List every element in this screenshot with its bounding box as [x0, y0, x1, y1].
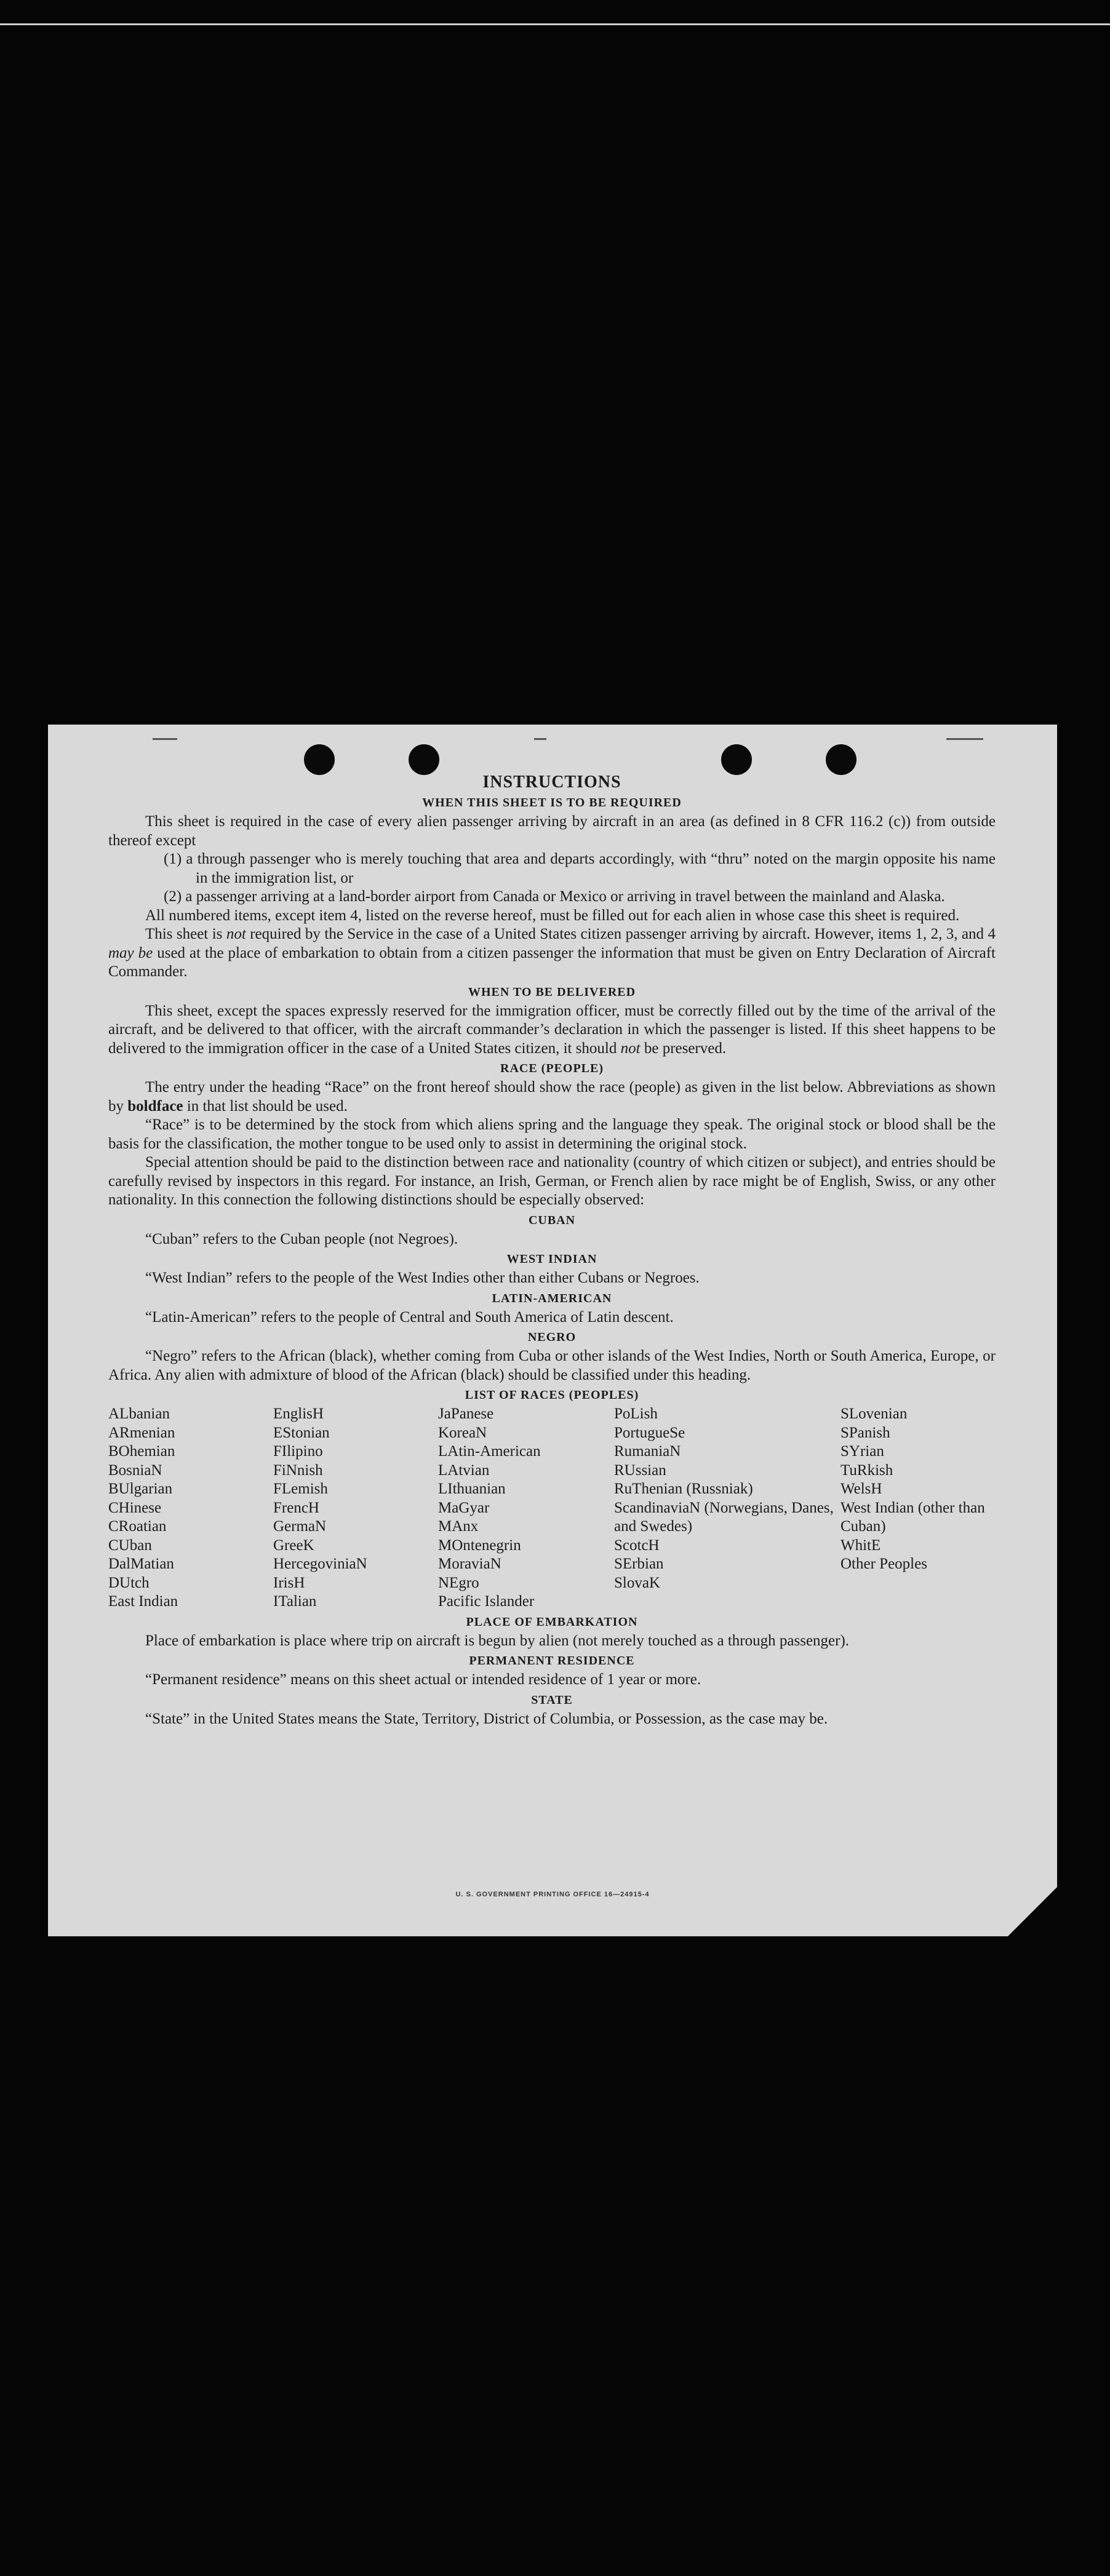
scan-mark	[946, 738, 983, 740]
heading-when-required: WHEN THIS SHEET IS TO BE REQUIRED	[422, 796, 682, 809]
paragraph: This sheet is required in the case of every alien passenger arriving by aircraft in an area (as defined in 8 CFR 116.2 (c)) from outside thereof except	[108, 813, 996, 849]
document-title: INSTRUCTIONS	[482, 773, 621, 792]
scan-mark	[153, 738, 177, 740]
paragraph: This sheet, except the spaces expressly reserved for the immigration officer, must be correctly filled out by the time of the arrival of the aircraft, and be delivered to that officer, with the aircraft commander’s declaration in which the passenger is listed. If this sheet happens to be delivered to the immigration officer in the case of a United States citizen, it should not be preserved.	[108, 1002, 996, 1057]
scan-mark	[534, 738, 546, 740]
race-entry: LIthuanian	[438, 1481, 506, 1497]
race-entry: FrencH	[273, 1499, 319, 1516]
races-column	[840, 1405, 1000, 1612]
race-entry: ScotcH	[614, 1536, 660, 1554]
race-entry: GreeK	[273, 1536, 314, 1554]
race-entry: FiNnish	[273, 1461, 323, 1479]
race-entry: RumaniaN	[614, 1443, 681, 1460]
race-entry: CHinese	[108, 1499, 162, 1516]
folded-corner	[1008, 1887, 1057, 1936]
race-entry: WelsH	[840, 1481, 882, 1497]
paragraph: Special attention should be paid to the distinction between race and nationality (country of which citizen or subject), and entries should be carefully revised by inspectors in this regard. For instance, an Irish, German, or French alien by race might be of English, Swiss, or any other nationality. In this connection the following distinctions should be especially observed:	[108, 1154, 996, 1208]
instruction-sheet	[48, 725, 1057, 1936]
paragraph: “Negro” refers to the African (black), whether coming from Cuba or other islands of the West Indies, North or South America, Europe, or Africa. Any alien with admixture of blood of the African (black) should be classified under this heading.	[108, 1348, 996, 1383]
race-entry: LAtvian	[438, 1461, 490, 1479]
race-entry: BOhemian	[108, 1443, 175, 1460]
punch-hole	[409, 744, 439, 775]
heading-latin-american: LATIN-AMERICAN	[492, 1291, 612, 1305]
race-entry: MoraviaN	[438, 1556, 501, 1572]
race-entry: MAnx	[438, 1518, 479, 1535]
race-entry: East Indian	[108, 1593, 178, 1610]
race-entry: SLovenian	[840, 1405, 908, 1422]
races-column	[273, 1405, 438, 1612]
race-entry: Other Peoples	[840, 1556, 927, 1572]
paragraph: “West Indian” refers to the people of the West Indies other than either Cubans or Negroes.	[145, 1270, 700, 1286]
punch-hole	[826, 744, 856, 775]
race-entry: SPanish	[840, 1424, 890, 1441]
heading-residence: PERMANENT RESIDENCE	[469, 1654, 635, 1668]
race-entry: RUssian	[614, 1461, 666, 1479]
heading-list-of-races: LIST OF RACES (PEOPLES)	[465, 1388, 639, 1402]
heading-race: RACE (PEOPLE)	[500, 1062, 604, 1075]
race-entry: RuThenian (Russniak)	[614, 1481, 753, 1497]
heading-west-indian: WEST INDIAN	[506, 1252, 597, 1266]
race-entry: EStonian	[273, 1424, 330, 1441]
races-list	[108, 1405, 996, 1612]
race-entry: West Indian (other than Cuban)	[840, 1499, 985, 1535]
race-entry: FLemish	[273, 1481, 328, 1497]
heading-cuban: CUBAN	[528, 1213, 576, 1227]
heading-negro: NEGRO	[527, 1330, 577, 1344]
race-entry: LAtin-American	[438, 1443, 541, 1460]
race-entry: ALbanian	[108, 1405, 170, 1422]
list-item: (1) a through passenger who is merely touching that area and departs accordingly, with “thru” noted on the margin opposite his name in the immigration list, or	[164, 851, 996, 886]
paragraph: Place of embarkation is place where trip on aircraft is begun by alien (not merely touched as a through passenger).	[145, 1632, 850, 1649]
race-entry: TuRkish	[840, 1461, 893, 1479]
race-entry: MOntenegrin	[438, 1536, 521, 1554]
scan-top-line	[0, 23, 1110, 25]
paragraph: This sheet is not required by the Service in the case of a United States citizen passenger arriving by aircraft. However, items 1, 2, 3, and 4 may be used at the place of embarkation to obtain from a citizen passenger the information that must be given on Entry Declaration of Aircraft Commander.	[108, 926, 996, 980]
list-item: (2) a passenger arriving at a land-border airport from Canada or Mexico or arriving in travel between the mainland and Alaska.	[164, 888, 945, 905]
race-entry: ScandinaviaN (Norwegians, Danes, and Swedes)	[614, 1499, 834, 1535]
punch-hole	[721, 744, 752, 775]
race-entry: SlovaK	[614, 1574, 660, 1591]
paragraph: “Cuban” refers to the Cuban people (not Negroes).	[145, 1230, 458, 1247]
race-entry: MaGyar	[438, 1499, 490, 1516]
race-entry: DUtch	[108, 1574, 150, 1591]
paragraph: “Permanent residence” means on this sheet actual or intended residence of 1 year or more.	[145, 1671, 701, 1688]
race-entry: WhitE	[840, 1536, 881, 1554]
paragraph: The entry under the heading “Race” on the front hereof should show the race (people) as given in the list below. Abbreviations as shown by boldface in that list should be used.	[108, 1079, 996, 1115]
race-entry: IrisH	[273, 1574, 305, 1591]
race-entry: NEgro	[438, 1574, 479, 1591]
race-entry: SYrian	[840, 1443, 884, 1460]
race-entry: GermaN	[273, 1518, 327, 1535]
paragraph: “Race” is to be determined by the stock from which aliens spring and the language they speak. The original stock or blood shall be the basis for the classification, the mother tongue to be used only to assist in determining the original stock.	[108, 1116, 996, 1152]
printing-office-footer: U. S. GOVERNMENT PRINTING OFFICE 16—24915-4	[455, 1891, 650, 1898]
race-entry: FIlipino	[273, 1443, 323, 1460]
race-entry: HercegoviniaN	[273, 1556, 367, 1572]
punch-hole	[304, 744, 335, 775]
heading-state: STATE	[531, 1693, 573, 1707]
race-entry: PoLish	[614, 1405, 658, 1422]
race-entry: DalMatian	[108, 1556, 174, 1572]
races-column	[108, 1405, 273, 1612]
race-entry: KoreaN	[438, 1424, 487, 1441]
race-entry: BosniaN	[108, 1461, 162, 1479]
heading-embarkation: PLACE OF EMBARKATION	[466, 1615, 638, 1629]
heading-when-delivered: WHEN TO BE DELIVERED	[468, 985, 636, 999]
paragraph: “Latin-American” refers to the people of Central and South America of Latin descent.	[145, 1308, 674, 1326]
race-entry: ARmenian	[108, 1424, 175, 1441]
race-entry: Pacific Islander	[438, 1593, 535, 1610]
paragraph: “State” in the United States means the State, Territory, District of Columbia, or Possession, as the case may be.	[145, 1710, 828, 1727]
race-entry: CRoatian	[108, 1518, 167, 1535]
race-entry: SErbian	[614, 1556, 664, 1572]
race-entry: ITalian	[273, 1593, 317, 1610]
race-entry: CUban	[108, 1536, 152, 1554]
races-column	[614, 1405, 840, 1612]
races-column	[438, 1405, 614, 1612]
race-entry: BUlgarian	[108, 1481, 173, 1497]
race-entry: EnglisH	[273, 1405, 324, 1422]
race-entry: JaPanese	[438, 1405, 494, 1422]
paragraph: All numbered items, except item 4, listed on the reverse hereof, must be filled out for each alien in whose case this sheet is required.	[145, 907, 960, 924]
race-entry: PortugueSe	[614, 1424, 685, 1441]
